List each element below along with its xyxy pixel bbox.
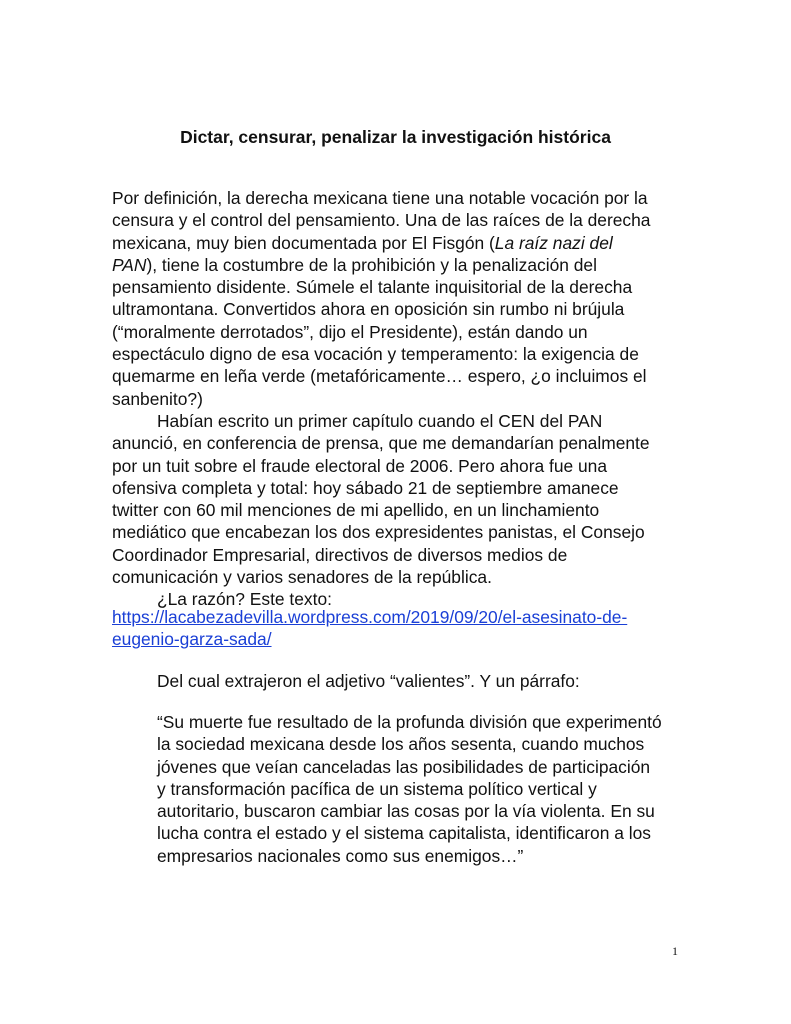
text-line: censura y el control del pensamiento. Una de las raíces de la derecha xyxy=(112,210,651,231)
quote-line: lucha contra el estado y el sistema capitalista, identificaron a los xyxy=(157,823,651,844)
text-line: ¿La razón? Este texto: xyxy=(157,589,332,610)
document-title: Dictar, censurar, penalizar la investigación histórica xyxy=(180,127,611,147)
block-quote xyxy=(157,711,677,867)
text-segment: mexicana, muy bien documentada por El Fisgón ( xyxy=(112,232,495,253)
text-line: sanbenito?) xyxy=(112,388,203,409)
text-line: comunicación y varios senadores de la república. xyxy=(112,567,492,588)
page-number: 1 xyxy=(672,944,678,958)
text-line: ultramontana. Convertidos ahora en oposición sin rumbo ni brújula xyxy=(112,299,625,320)
article-link[interactable] xyxy=(112,606,672,651)
book-title-italic: La raíz nazi del xyxy=(494,232,613,253)
text-line: por un tuit sobre el fraude electoral de 2006. Pero ahora fue una xyxy=(112,455,608,476)
quote-line: la sociedad mexicana desde los años sesenta, cuando muchos xyxy=(157,734,645,755)
text-line: Por definición, la derecha mexicana tiene una notable vocación por la xyxy=(112,188,648,208)
text-line: anunció, en conferencia de prensa, que me demandarían penalmente xyxy=(112,433,650,454)
text-line: twitter con 60 mil menciones de mi apellido, en un linchamiento xyxy=(112,500,600,521)
text-line: ofensiva completa y total: hoy sábado 21 de septiembre amanece xyxy=(112,477,619,498)
quote-line: jóvenes que veían canceladas las posibilidades de participación xyxy=(157,756,651,777)
quote-line: empresarios nacionales como sus enemigos…” xyxy=(157,845,524,866)
text-line xyxy=(112,254,672,276)
text-line xyxy=(112,232,672,254)
text-line: Del cual extrajeron el adjetivo “valientes”. Y un párrafo: xyxy=(157,671,580,691)
text-line: Habían escrito un primer capítulo cuando el CEN del PAN xyxy=(157,410,603,431)
text-line: quemarme en leña verde (metafóricamente… espero, ¿o incluimos el xyxy=(112,366,647,387)
quote-line: “Su muerte fue resultado de la profunda división que experimentó xyxy=(157,712,662,732)
text-segment: ), tiene la costumbre de la prohibición y la penalización del xyxy=(146,254,597,275)
paragraph-1 xyxy=(112,187,672,611)
quote-line: y transformación pacífica de un sistema político vertical y xyxy=(157,778,597,799)
text-line: mediático que encabezan los dos expresidentes panistas, el Consejo xyxy=(112,522,645,543)
book-title-italic: PAN xyxy=(112,254,147,275)
text-line: (“moralmente derrotados”, dijo el Presidente), están dando un xyxy=(112,321,588,342)
text-line: espectáculo digno de esa vocación y temperamento: la exigencia de xyxy=(112,344,639,365)
quote-line: autoritario, buscaron cambiar las cosas por la vía violenta. En su xyxy=(157,801,655,822)
link-line[interactable]: eugenio-garza-sada/ xyxy=(112,629,272,650)
text-line: Coordinador Empresarial, directivos de diversos medios de xyxy=(112,544,568,565)
link-line[interactable]: https://lacabezadevilla.wordpress.com/2019/09/20/el-asesinato-de- xyxy=(112,607,628,627)
text-line: pensamiento disidente. Súmele el talante inquisitorial de la derecha xyxy=(112,277,633,298)
paragraph-4 xyxy=(112,670,672,692)
